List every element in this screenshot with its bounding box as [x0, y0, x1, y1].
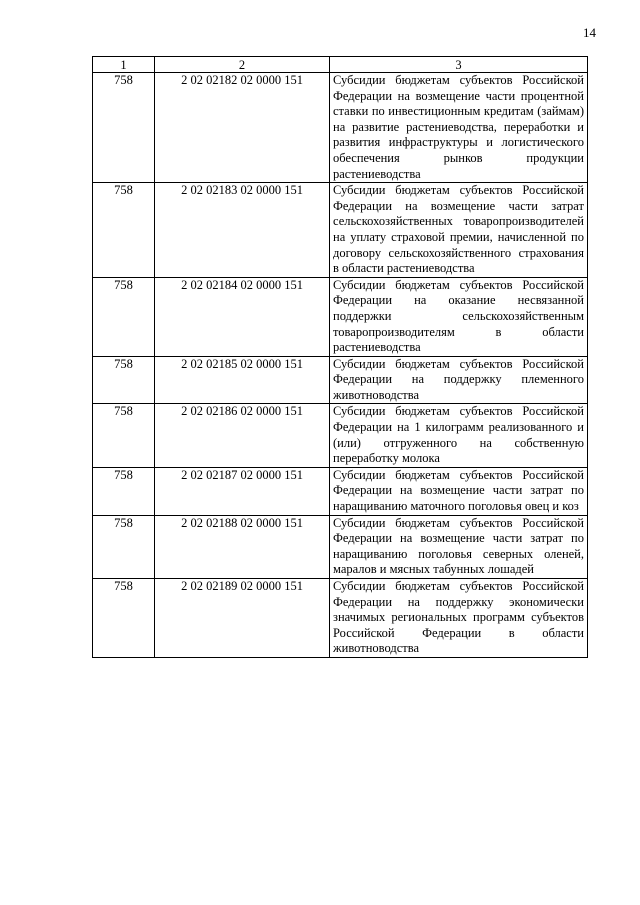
income-code-cell: 2 02 02183 02 0000 151	[155, 183, 330, 278]
description-cell: Субсидии бюджетам субъектов Российской Федерации на возмещение части затрат сельскохозяйственных товаропроизводителей на уплату страховой премии, начисленной по договору сельскохозяйственного страхования в области растениеводства	[330, 183, 588, 278]
description-cell: Субсидии бюджетам субъектов Российской Федерации на возмещение части процентной ставки по инвестиционным кредитам (займам) на развитие растениеводства, переработки и развития инфраструктуры и логистического обеспечения рынков продукции растениеводства	[330, 73, 588, 183]
admin-code-cell: 758	[93, 579, 155, 658]
income-code-cell: 2 02 02185 02 0000 151	[155, 356, 330, 404]
table-row	[93, 515, 588, 578]
description-cell: Субсидии бюджетам субъектов Российской Федерации на возмещение части затрат по наращиванию маточного поголовья овец и коз	[330, 467, 588, 515]
income-code-cell: 2 02 02184 02 0000 151	[155, 277, 330, 356]
column-header-1: 1	[93, 57, 155, 73]
admin-code-cell: 758	[93, 277, 155, 356]
table-row	[93, 277, 588, 356]
table-row	[93, 183, 588, 278]
income-code-cell: 2 02 02188 02 0000 151	[155, 515, 330, 578]
column-header-3: 3	[330, 57, 588, 73]
admin-code-cell: 758	[93, 183, 155, 278]
table-row	[93, 404, 588, 467]
table-row	[93, 73, 588, 183]
page-number: 14	[583, 25, 596, 40]
table-row	[93, 467, 588, 515]
budget-classification-table	[92, 56, 588, 658]
column-header-2: 2	[155, 57, 330, 73]
income-code-cell: 2 02 02187 02 0000 151	[155, 467, 330, 515]
income-code-cell: 2 02 02186 02 0000 151	[155, 404, 330, 467]
admin-code-cell: 758	[93, 73, 155, 183]
description-cell: Субсидии бюджетам субъектов Российской Федерации на возмещение части затрат по наращиванию поголовья северных оленей, маралов и мясных табунных лошадей	[330, 515, 588, 578]
table-row	[93, 579, 588, 658]
admin-code-cell: 758	[93, 467, 155, 515]
table-row	[93, 356, 588, 404]
admin-code-cell: 758	[93, 356, 155, 404]
description-cell: Субсидии бюджетам субъектов Российской Федерации на оказание несвязанной поддержки сельскохозяйственным товаропроизводителям в области растениеводства	[330, 277, 588, 356]
description-cell: Субсидии бюджетам субъектов Российской Федерации на поддержку экономически значимых региональных программ субъектов Российской Федерации в области животноводства	[330, 579, 588, 658]
admin-code-cell: 758	[93, 515, 155, 578]
description-cell: Субсидии бюджетам субъектов Российской Федерации на поддержку племенного животноводства	[330, 356, 588, 404]
table-header-row	[93, 57, 588, 73]
income-code-cell: 2 02 02189 02 0000 151	[155, 579, 330, 658]
income-code-cell: 2 02 02182 02 0000 151	[155, 73, 330, 183]
admin-code-cell: 758	[93, 404, 155, 467]
description-cell: Субсидии бюджетам субъектов Российской Федерации на 1 килограмм реализованного и (или) отгруженного на собственную переработку молока	[330, 404, 588, 467]
